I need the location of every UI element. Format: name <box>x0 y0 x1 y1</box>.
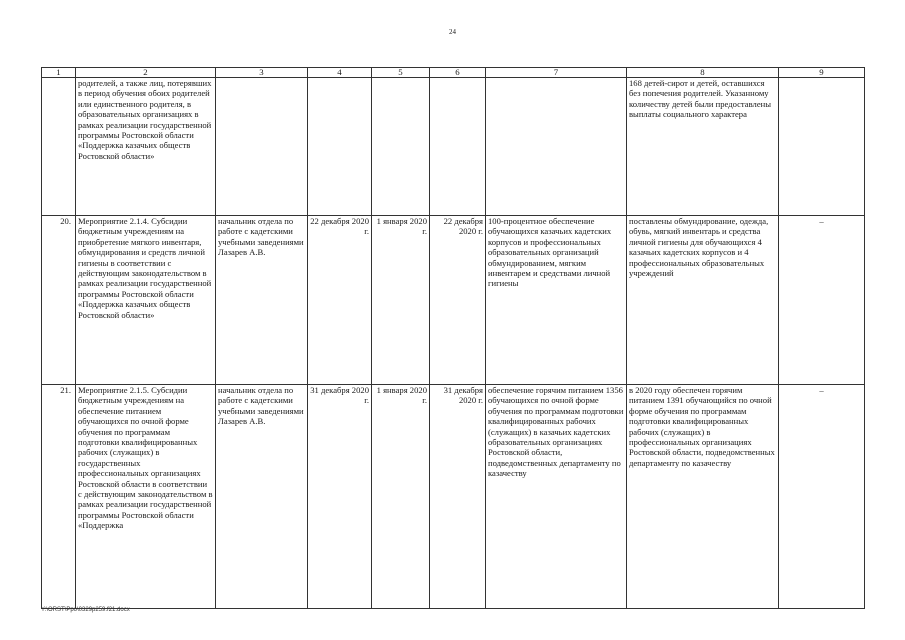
column-number-row <box>42 68 865 78</box>
problems-cell: – <box>779 216 865 385</box>
event-cell: Мероприятие 2.1.5. Субсидии бюджетным учреждениям на обеспечение питанием обучающихся по очной форме обучения по программам подготовки квалифицированных рабочих (служащих) в государственных профессиональных организациях Ростовской области в соответствии с действующим законодательством в рамках реализации государственной программы Ростовской области «Поддержка <box>76 385 216 609</box>
row-number: 21. <box>42 385 76 609</box>
table-row <box>42 385 865 609</box>
actual-result-cell: поставлены обмундирование, одежда, обувь, мягкий инвентарь и средства личной гигиены для обучающихся 4 казачьих кадетских корпусов и 4 профессиональных образовательных учреждений <box>627 216 779 385</box>
column-header: 5 <box>372 68 430 78</box>
column-header: 4 <box>308 68 372 78</box>
column-header: 8 <box>627 68 779 78</box>
column-header: 6 <box>430 68 486 78</box>
problems-cell: – <box>779 385 865 609</box>
planned-result-cell <box>486 78 627 216</box>
end-date-cell <box>430 78 486 216</box>
column-header: 7 <box>486 68 627 78</box>
planned-result-cell: обеспечение горячим питанием 1356 обучающихся по очной форме обучения по программам подготовки квалифицированных рабочих (служащих) в казачьих кадетских образовательных организациях Ростовской области, подведомственных департаменту по казачеству <box>486 385 627 609</box>
actual-result-cell: в 2020 году обеспечен горячим питанием 1391 обучающийся по очной форме обучения по программам подготовки квалифицированных рабочих (служащих) в профессиональных организациях Ростовской области, подведомственных департаменту по казачеству <box>627 385 779 609</box>
report-table <box>41 67 865 609</box>
footer-file-path: Y:\ORST\Ppo\0329p259.f21.docx <box>41 607 130 613</box>
actual-result-cell: 168 детей-сирот и детей, оставшихся без попечения родителей. Указанному количеству детей были предоставлены выплаты социального характера <box>627 78 779 216</box>
responsible-cell <box>216 78 308 216</box>
responsible-cell: начальник отдела по работе с кадетскими учебными заведениями Лазарев А.В. <box>216 385 308 609</box>
event-cell: родителей, а также лиц, потерявших в период обучения обоих родителей или единственного родителя, в образовательных организациях в рамках реализации государственной программы Ростовской области «Поддержка казачьих обществ Ростовской области» <box>76 78 216 216</box>
start-date-cell: 1 января 2020 г. <box>372 216 430 385</box>
start-date-cell: 1 января 2020 г. <box>372 385 430 609</box>
table-row <box>42 216 865 385</box>
plan-end-date-cell: 31 декабря 2020 г. <box>308 385 372 609</box>
problems-cell <box>779 78 865 216</box>
column-header: 1 <box>42 68 76 78</box>
page-number: 24 <box>449 28 456 36</box>
plan-end-date-cell: 22 декабря 2020 г. <box>308 216 372 385</box>
row-number: 20. <box>42 216 76 385</box>
column-header: 3 <box>216 68 308 78</box>
end-date-cell: 22 декабря 2020 г. <box>430 216 486 385</box>
row-number <box>42 78 76 216</box>
plan-end-date-cell <box>308 78 372 216</box>
column-header: 2 <box>76 68 216 78</box>
start-date-cell <box>372 78 430 216</box>
planned-result-cell: 100-процентное обеспечение обучающихся казачьих кадетских корпусов и профессиональных образовательных организаций обмундированием, мягким инвентарем и средствами личной гигиены <box>486 216 627 385</box>
column-header: 9 <box>779 68 865 78</box>
event-cell: Мероприятие 2.1.4. Субсидии бюджетным учреждениям на приобретение мягкого инвентаря, обмундирования и средств личной гигиены в соответствии с действующим законодательством в рамках реализации государственной программы Ростовской области «Поддержка казачьих обществ Ростовской области» <box>76 216 216 385</box>
end-date-cell: 31 декабря 2020 г. <box>430 385 486 609</box>
table-row <box>42 78 865 216</box>
responsible-cell: начальник отдела по работе с кадетскими учебными заведениями Лазарев А.В. <box>216 216 308 385</box>
